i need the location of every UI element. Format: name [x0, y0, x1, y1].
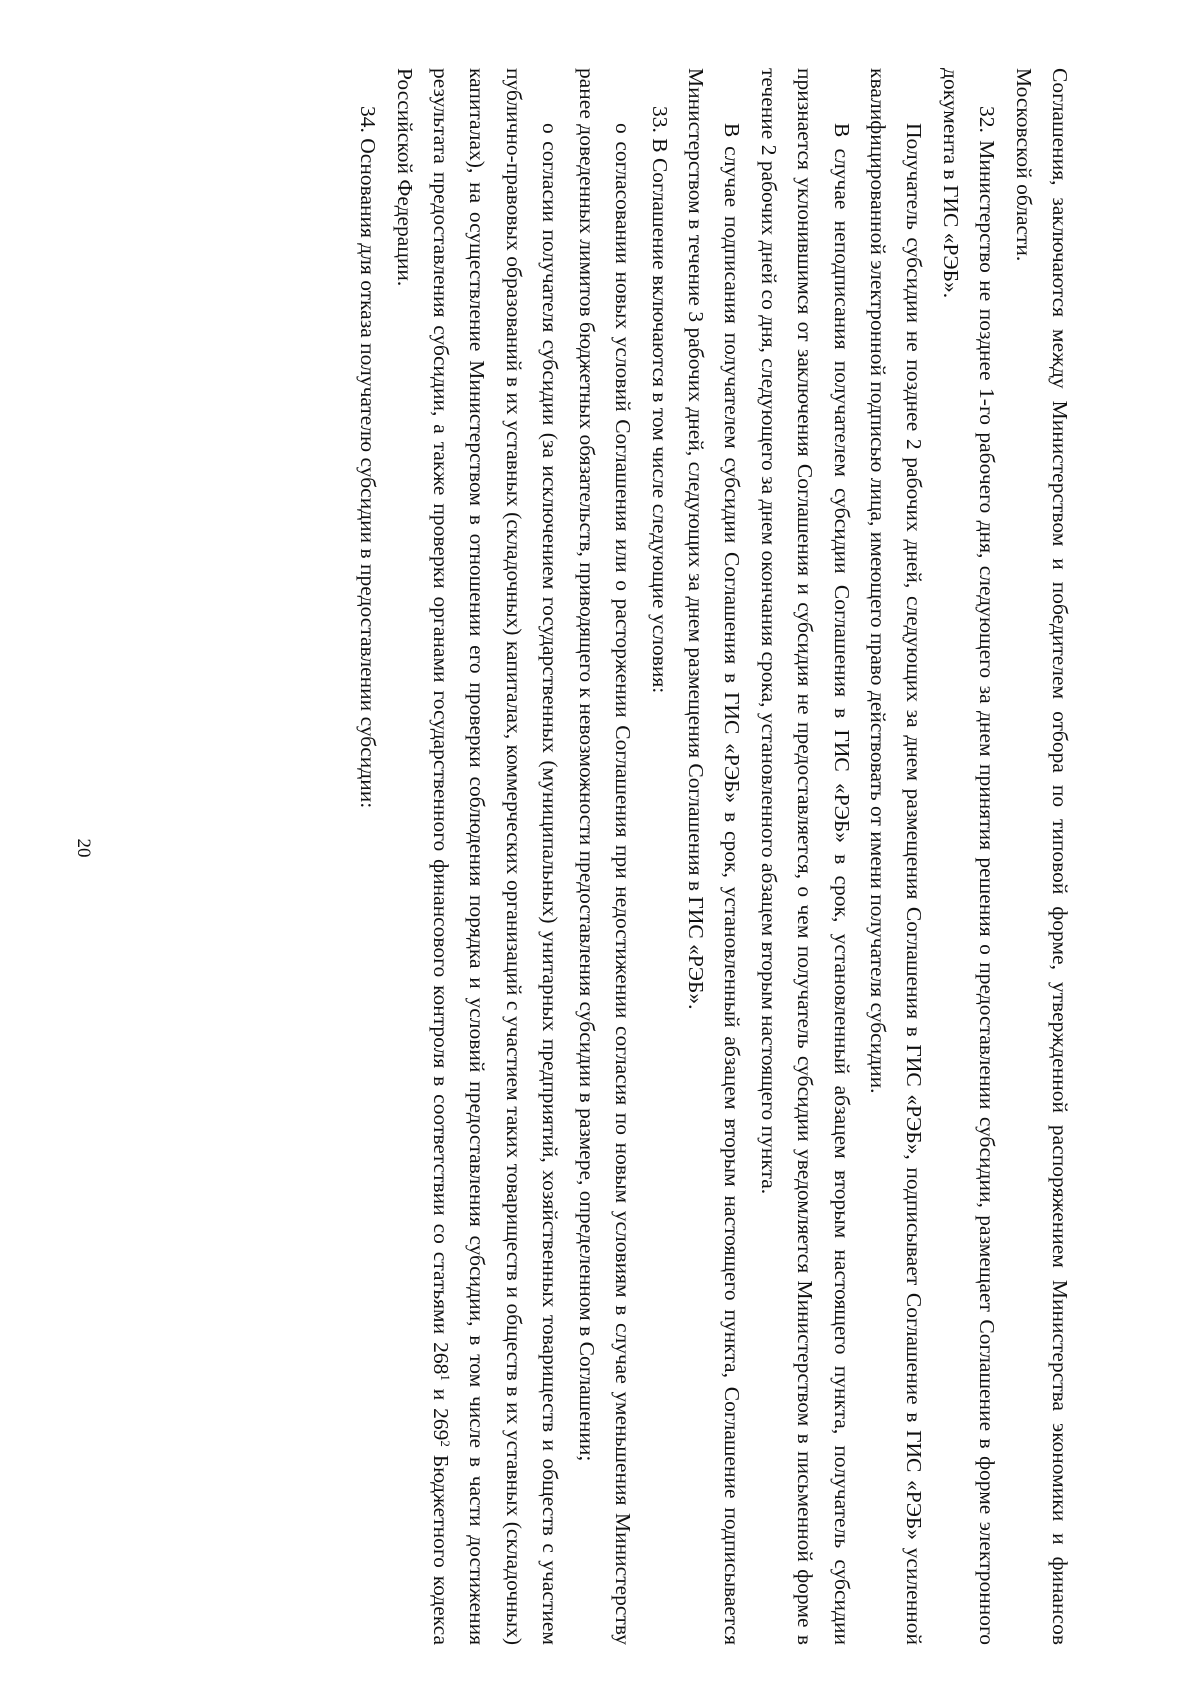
document-body: [142, 68, 1078, 1645]
paragraph-signing: В случае подписания получателем субсидии Соглашения в ГИС «РЭБ» в срок, установленный абзацем вторым настоящего пункта, Соглашение подписывается Министерством в течение 3 рабочих дней, следующих за днем размещения Соглашения в ГИС «РЭБ».: [683, 68, 745, 1645]
superscript-2: 2: [438, 1440, 454, 1447]
consent-text-part3: Бюджетного кодекса Российской Федерации.: [392, 68, 454, 1645]
consent-text-part2: и 269: [429, 1380, 454, 1441]
consent-text-part1: о согласии получателя субсидии (за исключением государственных (муниципальных) унитарных предприятий, хозяйственных товариществ и обществ с участием публично-правовых образований в их уставных (складочных) капиталах, коммерческих организаций с участием таких товариществ и обществ в их уставных (складочных) капиталах), на осуществление Министерством в отношении его проверки соблюдения порядка и условий предоставления субсидии, в том числе в части достижения результата предоставления субсидии, а также проверки органами государственного финансового контроля в соответствии со статьями 268: [429, 68, 563, 1645]
paragraph-34: 34. Основания для отказа получателю субсидии в предоставлении субсидии:: [356, 106, 381, 809]
paragraph-consent: [386, 68, 568, 1645]
paragraph-agreement-form: Соглашения, заключаются между Министерством и победителем отбора по типовой форме, утвержденной распоряжением Министерства экономики и финансов Московской области.: [1011, 68, 1072, 1645]
paragraph-recipient-sign: Получатель субсидии не позднее 2 рабочих дней, следующих за днем размещения Соглашения в ГИС «РЭБ», подписывает Соглашение в ГИС «РЭБ» усиленной квалифицированной электронной подписью лица, имеющего право действовать от имени получателя субсидии.: [865, 68, 927, 1645]
paragraph-non-signing: В случае неподписания получателем субсидии Соглашения в ГИС «РЭБ» в срок, установленный абзацем вторым настоящего пункта, получатель субсидии признается уклонившимся от заключения Соглашения и субсидия не предоставляется, о чем получатель субсидии уведомляется Министерством в письменной форме в течение 2 рабочих дней со дня, следующего за днем окончания срока, установленного абзацем вторым настоящего пункта.: [756, 68, 854, 1645]
paragraph-new-conditions: о согласовании новых условий Соглашения или о расторжении Соглашения при недостижении согласия по новым условиям в случае уменьшения Министерству ранее доведенных лимитов бюджетных обязательств, приводящего к невозможности предоставления субсидии в размере, определенном в Соглашении;: [574, 68, 636, 1645]
document-text: [142, 68, 1078, 1645]
paragraph-33: 33. В Соглашение включаются в том числе следующие условия:: [647, 106, 672, 694]
superscript-1: 1: [438, 1374, 454, 1381]
paragraph-32: 32. Министерство не позднее 1-го рабочего дня, следующего за днем принятия решения о предоставлении субсидии, размещает Соглашение в форме электронного документа в ГИС «РЭБ».: [938, 68, 1000, 1645]
page-number: 20: [73, 838, 94, 858]
